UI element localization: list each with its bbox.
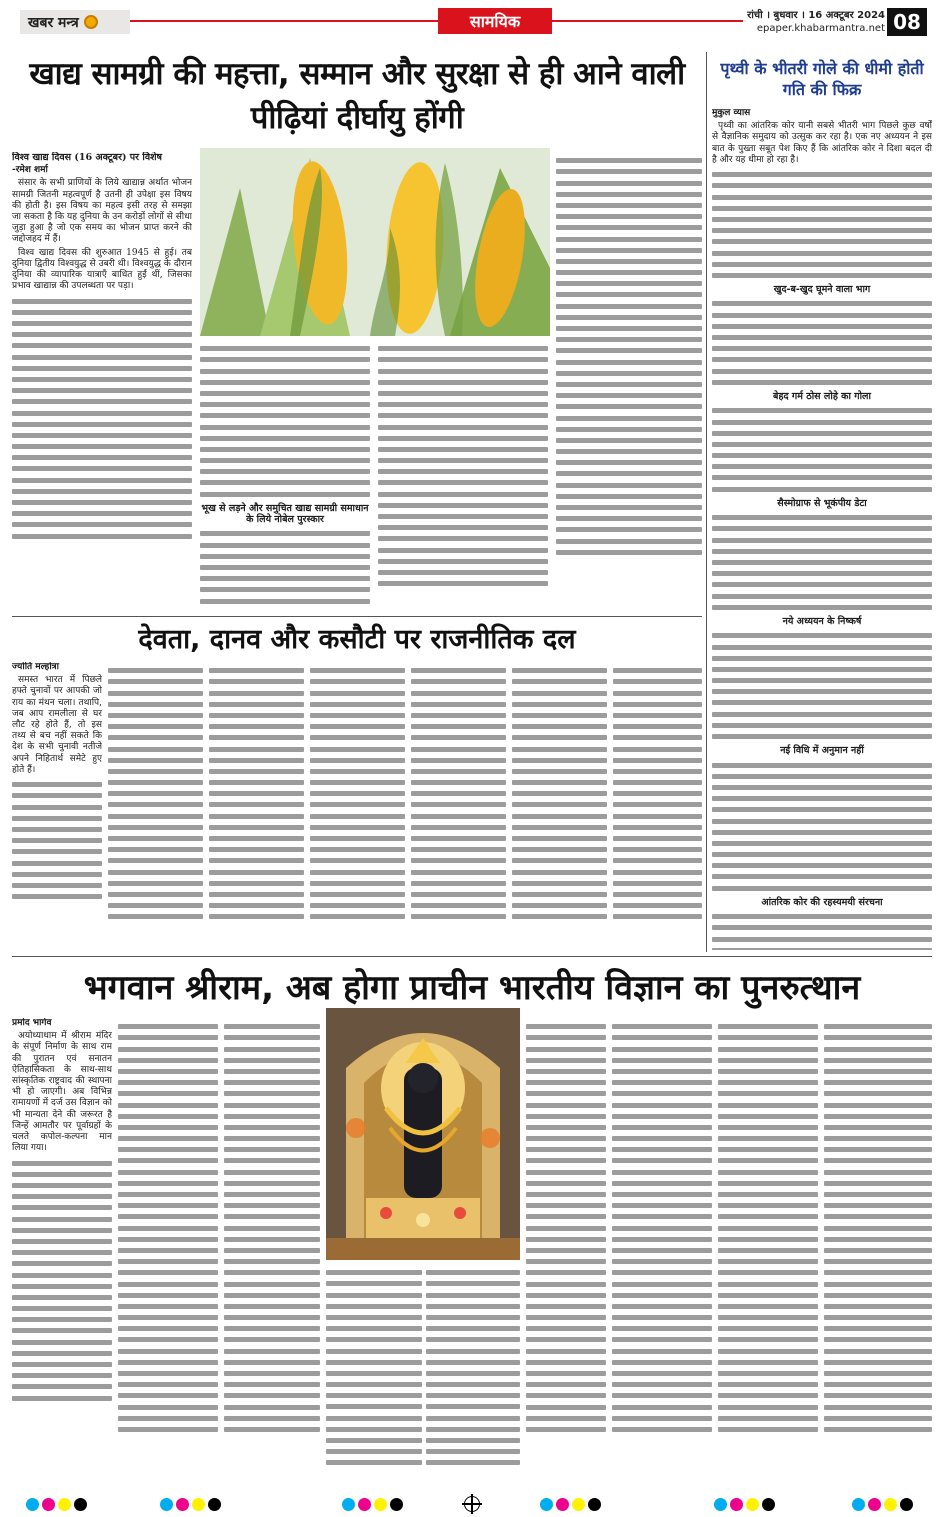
- corn-photo: [200, 148, 550, 336]
- magenta-swatch: [556, 1498, 569, 1511]
- black-swatch: [208, 1498, 221, 1511]
- print-color-bar: [0, 1496, 945, 1512]
- cyan-swatch: [540, 1498, 553, 1511]
- cyan-swatch: [342, 1498, 355, 1511]
- registration-mark-icon: [464, 1496, 480, 1512]
- article1-lead: संसार के सभी प्राणियों के लिये खाद्यान्न अर्थात भोजन सामग्री जितनी महत्वपूर्ण है उतनी ही उपेक्षा इस विषय की होती है। इस विषय का महत्व इसी तरह से समझा जा सकता है कि यह दुनिया के उन करोड़ों लोगों से सीधा जुड़ा हुआ है जो एक समय का भोजन प्राप्त करने की जद्दोजहद में हैं।: [12, 178, 192, 245]
- black-swatch: [74, 1498, 87, 1511]
- article1-headline: खाद्य सामग्री की महत्ता, सम्मान और सुरक्षा से ही आने वाली पीढ़ियां दीर्घायु होंगी: [29, 56, 685, 136]
- sidebar-subhead-5: नई विधि में अनुमान नहीं: [780, 745, 864, 757]
- black-swatch: [390, 1498, 403, 1511]
- masthead-dateline: [743, 9, 885, 35]
- article2-col-5: [411, 662, 506, 952]
- yellow-swatch: [572, 1498, 585, 1511]
- article3-col-6: [612, 1018, 712, 1488]
- logo-text: खबर मन्त्र: [28, 14, 79, 31]
- magenta-swatch: [358, 1498, 371, 1511]
- black-swatch: [588, 1498, 601, 1511]
- article2-col-6: [512, 662, 607, 952]
- sidebar-subhead-1: खुद-ब-खुद घूमने वाला भाग: [773, 284, 871, 296]
- sidebar-headline: पृथ्वी के भीतरी गोले की धीमी होती गति की फिक्र: [720, 59, 924, 99]
- article1-byline: -रमेश शर्मा: [12, 165, 48, 176]
- magenta-swatch: [868, 1498, 881, 1511]
- sidebar-subhead-2: बेहद गर्म ठोस लोहे का गोला: [773, 390, 871, 402]
- article2-col-2: [108, 662, 203, 952]
- article3-col-8: [824, 1018, 932, 1488]
- yellow-swatch: [192, 1498, 205, 1511]
- article2-col-3: [209, 662, 304, 952]
- yellow-swatch: [58, 1498, 71, 1511]
- masthead-logo: [20, 10, 130, 34]
- article3-byline: प्रमोद भार्गव: [12, 1018, 52, 1028]
- article3-top-rule: [12, 956, 932, 957]
- black-swatch: [900, 1498, 913, 1511]
- section-label: सामयिक: [438, 8, 552, 34]
- sidebar-lead: पृथ्वी का आंतरिक कोर यानी सबसे भीतरी भाग पिछले कुछ वर्षों से वैज्ञानिक समुदाय को उत्सुक कर रहा है। एक नए अध्ययन ने इस बात के पुख्ता सबूत पेश किए हैं कि आंतरिक कोर ने दिशा बदल दी है और यह धीमा हो रहा है।: [712, 121, 932, 165]
- article2-headline: देवता, दानव और कसौटी पर राजनीतिक दल: [138, 624, 576, 655]
- cyan-swatch: [160, 1498, 173, 1511]
- column-divider: [706, 52, 707, 952]
- page-number: 08: [887, 8, 927, 36]
- sidebar-article: [712, 108, 932, 950]
- logo-mark-icon: [84, 15, 98, 29]
- article2-top-rule: [12, 616, 702, 617]
- article2-byline: ज्योति मल्होत्रा: [12, 662, 59, 672]
- masthead: [0, 0, 945, 42]
- article2-col-4: [310, 662, 405, 952]
- article3-col-7: [718, 1018, 818, 1488]
- article1-col-1: [12, 152, 192, 612]
- article1-kicker: विश्व खाद्य दिवस (16 अक्टूबर) पर विशेष: [12, 152, 163, 163]
- magenta-swatch: [730, 1498, 743, 1511]
- article3-col-1: [12, 1018, 112, 1488]
- article1-para2: विश्व खाद्य दिवस की शुरुआत 1945 से हुई। तब दुनिया द्वितीय विश्वयुद्ध से उबरी थी। विश्वयुद्ध के दौरान दुनिया की व्यापारिक यात्राएँ बाधित हुईं थीं, जिसका प्रभाव खाद्यान्न की उपलब्धता पर पड़ा।: [12, 247, 192, 292]
- edition-date: रांची । बुधवार । 16 अक्टूबर 2024: [747, 10, 885, 21]
- article2-col-7: [613, 662, 702, 952]
- yellow-swatch: [746, 1498, 759, 1511]
- sidebar-subhead-4: नये अध्ययन के निष्कर्ष: [782, 615, 862, 627]
- article3-col-4a: [326, 1264, 422, 1488]
- magenta-swatch: [176, 1498, 189, 1511]
- article1-col2-lines: [200, 346, 370, 496]
- article3-lead: अयोध्याधाम में श्रीराम मंदिर के संपूर्ण निर्माण के साथ राम की पुरातन एवं सनातन ऐतिहासिकता के साथ-साथ सांस्कृतिक राष्ट्रवाद की स्थापना भी हो जाएगी। अब विभिन्न रामायणों में दर्ज उस विज्ञान को भी मान्यता देने की जरूरत है जिन्हें आमतौर पर पूर्वाग्रहों के चलते कपोल-कल्पना मान लिया गया।: [12, 1031, 112, 1154]
- article3-col-5: [526, 1018, 606, 1488]
- ram-idol-photo: [326, 1008, 520, 1260]
- sidebar-byline: मुकुल व्यास: [712, 108, 751, 118]
- yellow-swatch: [884, 1498, 897, 1511]
- article3-col-3: [224, 1018, 320, 1488]
- sidebar-subhead-6: आंतरिक कोर की रहस्यमयी संरचना: [761, 896, 883, 908]
- article2-col-1: [12, 662, 102, 952]
- article1-col-4: [556, 152, 702, 612]
- article3-headline: भगवान श्रीराम, अब होगा प्राचीन भारतीय विज्ञान का पुनरुत्थान: [83, 968, 861, 1008]
- epaper-url[interactable]: epaper.khabarmantra.net: [756, 23, 885, 34]
- article2-lead: समस्त भारत में पिछले हफ्ते चुनावों पर आपकी जो राय का मंथन चला। तथापि, जब आप रामलीला से घर लौट रहे होते हैं, तो इस तथ्य से बच नहीं सकते कि देश के सभी चुनावी नतीजे अपने निहितार्थ समेटे हुए होते हैं।: [12, 675, 102, 775]
- yellow-swatch: [374, 1498, 387, 1511]
- cyan-swatch: [714, 1498, 727, 1511]
- article1-subhead: भूख से लड़ने और समुचित खाद्य सामग्री समाधान के लिये नोबेल पुरस्कार: [201, 502, 369, 526]
- article1-col-3: [378, 340, 548, 612]
- article1-col-2: [200, 340, 370, 612]
- black-swatch: [762, 1498, 775, 1511]
- magenta-swatch: [42, 1498, 55, 1511]
- cyan-swatch: [26, 1498, 39, 1511]
- cyan-swatch: [852, 1498, 865, 1511]
- article3-col-4b: [426, 1264, 520, 1488]
- sidebar-subhead-3: सैस्मोग्राफ से भूकंपीय डेटा: [777, 497, 867, 509]
- article3-col-2: [118, 1018, 218, 1488]
- article1-text-lines: [12, 299, 192, 539]
